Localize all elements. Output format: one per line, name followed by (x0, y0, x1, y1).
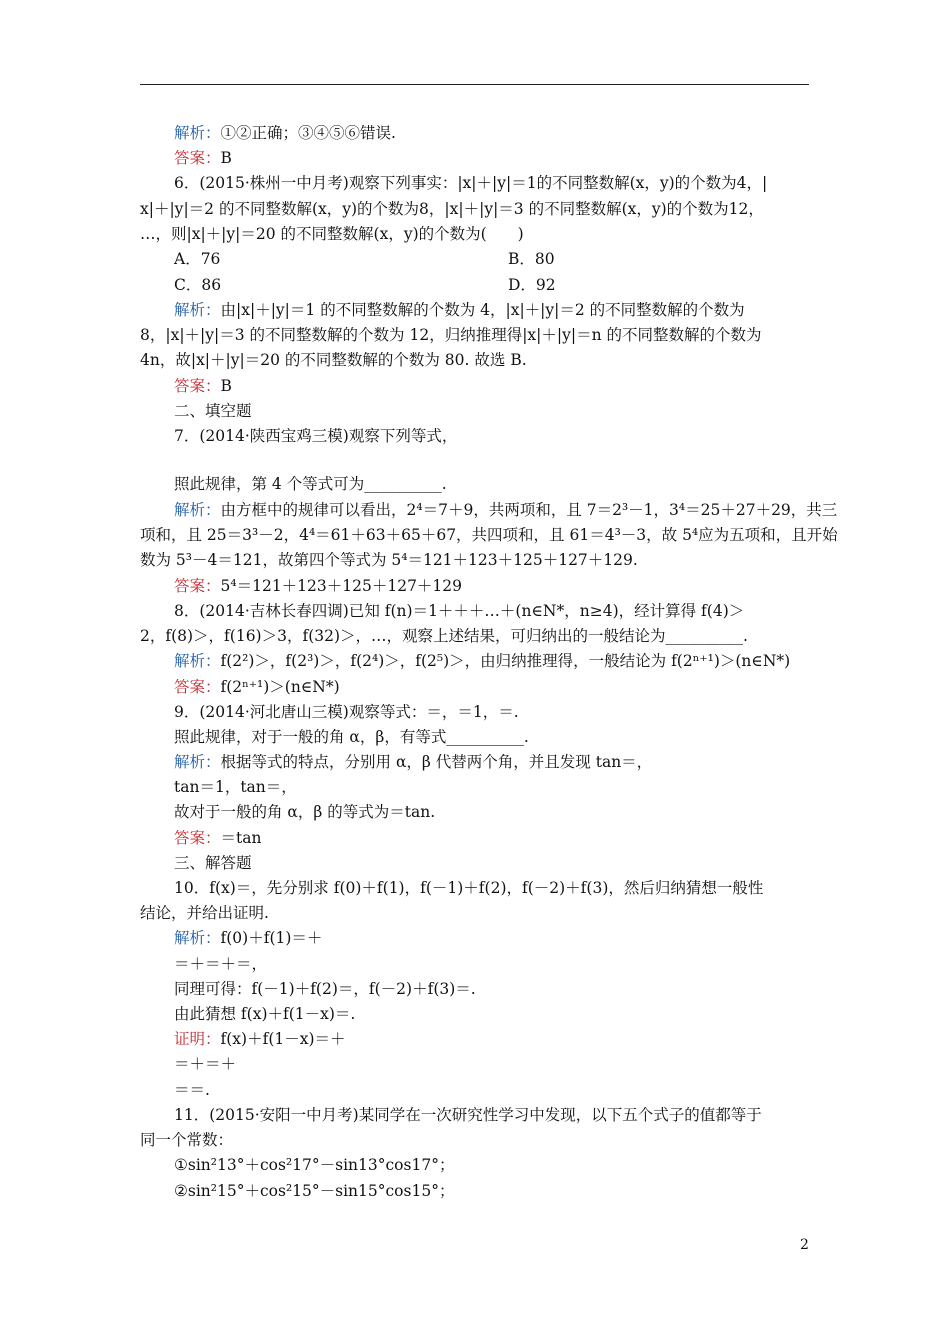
option-b: B．80 (508, 250, 555, 268)
answer-label: 答案： (174, 678, 221, 696)
question-10-line-1: 10．f(x)＝，先分别求 f(0)＋f(1)，f(－1)＋f(2)，f(－2)＋f(3)，然后归纳猜想一般性 (174, 879, 764, 897)
answer-text: 5⁴＝121＋123＋125＋127＋129 (220, 577, 463, 595)
answer-line (174, 148, 232, 168)
analysis-line (174, 928, 322, 948)
question-11-line-2: 同一个常数： (140, 1131, 234, 1149)
analysis-text: f(0)＋f(1)＝＋ (220, 929, 323, 947)
analysis-continued: tan＝1，tan＝， (174, 778, 297, 796)
analysis-continued: 故对于一般的角 α，β 的等式为＝tan. (174, 803, 436, 821)
analysis-line (174, 752, 652, 772)
answer-line (174, 576, 462, 596)
proof-continued: ＝＝. (174, 1081, 210, 1099)
analysis-line (174, 123, 396, 143)
analysis-label: 解析： (174, 753, 221, 771)
page-number: 2 (800, 1237, 809, 1253)
proof-text: f(x)＋f(1－x)＝＋ (220, 1030, 346, 1048)
question-7-line-2: 照此规律，第 4 个等式可为__________. (174, 475, 447, 493)
option-a: A．76 (174, 250, 221, 268)
option-d: D．92 (508, 276, 556, 294)
proof-line (174, 1029, 346, 1049)
analysis-label: 解析： (174, 301, 221, 319)
answer-text: ＝tan (220, 829, 262, 847)
question-6-line-1: 6．(2015·株州一中月考)观察下列事实：|x|＋|y|＝1的不同整数解(x，y)的个数为4，| (174, 174, 768, 192)
expression-2: ②sin²15°＋cos²15°－sin15°cos15°； (174, 1182, 455, 1200)
answer-text: f(2ⁿ⁺¹)＞(n∈N*) (220, 678, 340, 696)
question-8-line-2: 2，f(8)＞，f(16)＞3，f(32)＞，…，观察上述结果，可归纳出的一般结论为__________. (140, 627, 748, 645)
analysis-continued: 同理可得：f(－1)＋f(2)＝，f(－2)＋f(3)＝. (174, 980, 476, 998)
answer-line (174, 376, 232, 396)
analysis-continued: 8，|x|＋|y|＝3 的不同整数解的个数为 12，归纳推理得|x|＋|y|＝n 的不同整数解的个数为 (140, 326, 762, 344)
answer-label: 答案： (174, 577, 221, 595)
analysis-continued: 4n，故|x|＋|y|＝20 的不同整数解的个数为 80. 故选 B. (140, 351, 527, 369)
question-6-line-3: …，则|x|＋|y|＝20 的不同整数解(x，y)的个数为( ) (140, 225, 524, 243)
analysis-continued: ＝＋＝＋＝， (174, 955, 268, 973)
answer-line (174, 828, 261, 848)
analysis-label: 解析： (174, 652, 221, 670)
answer-label: 答案： (174, 377, 221, 395)
answer-label: 答案： (174, 149, 221, 167)
analysis-label: 解析： (174, 501, 221, 519)
question-9-line-1: 9．(2014·河北唐山三模)观察等式：＝，＝1，＝. (174, 703, 519, 721)
analysis-label: 解析： (174, 124, 221, 142)
answer-line (174, 677, 340, 697)
question-7-line-1: 7．(2014·陕西宝鸡三模)观察下列等式， (174, 427, 458, 445)
analysis-continued: 项和，且 25＝3³－2，4⁴＝61＋63＋65＋67，共四项和，且 61＝4³－3，故 5⁴应为五项和，且开始 (140, 526, 838, 544)
section-heading-solution: 三、解答题 (174, 854, 252, 872)
question-10-line-2: 结论，并给出证明. (140, 904, 269, 922)
analysis-text: 由|x|＋|y|＝1 的不同整数解的个数为 4，|x|＋|y|＝2 的不同整数解的个数为 (220, 301, 745, 319)
section-heading-fill-in: 二、填空题 (174, 402, 252, 420)
analysis-line (174, 500, 837, 520)
proof-continued: ＝＋＝＋ (174, 1055, 237, 1073)
analysis-label: 解析： (174, 929, 221, 947)
analysis-continued: 由此猜想 f(x)＋f(1－x)＝. (174, 1005, 356, 1023)
analysis-text: 由方框中的规律可以看出，2⁴＝7＋9，共两项和，且 7＝2³－1，3⁴＝25＋27＋29，共三 (220, 501, 838, 519)
proof-label: 证明： (174, 1030, 221, 1048)
question-8-line-1: 8．(2014·吉林长春四调)已知 f(n)＝1＋＋＋…＋(n∈N*，n≥4)，经计算得 f(4)＞ (174, 602, 745, 620)
analysis-text: ①②正确；③④⑤⑥错误. (220, 124, 396, 142)
answer-text: B (220, 149, 232, 167)
analysis-line (174, 651, 790, 671)
answer-text: B (220, 377, 232, 395)
question-11-line-1: 11．(2015·安阳一中月考)某同学在一次研究性学习中发现，以下五个式子的值都等于 (174, 1106, 762, 1124)
answer-label: 答案： (174, 829, 221, 847)
analysis-text: 根据等式的特点，分别用 α，β 代替两个角，并且发现 tan＝， (220, 753, 653, 771)
analysis-continued: 数为 5³－4＝121，故第四个等式为 5⁴＝121＋123＋125＋127＋129. (140, 551, 638, 569)
analysis-text: f(2²)＞，f(2³)＞，f(2⁴)＞，f(2⁵)＞，由归纳推理得，一般结论为 f(2ⁿ⁺¹)＞(n∈N*) (220, 652, 791, 670)
expression-1: ①sin²13°＋cos²17°－sin13°cos17°； (174, 1156, 455, 1174)
question-6-line-2: x|＋|y|＝2 的不同整数解(x，y)的个数为8，|x|＋|y|＝3 的不同整数解(x，y)的个数为12， (140, 200, 764, 218)
option-c: C．86 (174, 276, 222, 294)
header-rule (140, 84, 809, 85)
analysis-line (174, 300, 745, 320)
question-9-line-2: 照此规律，对于一般的角 α，β，有等式__________. (174, 728, 529, 746)
